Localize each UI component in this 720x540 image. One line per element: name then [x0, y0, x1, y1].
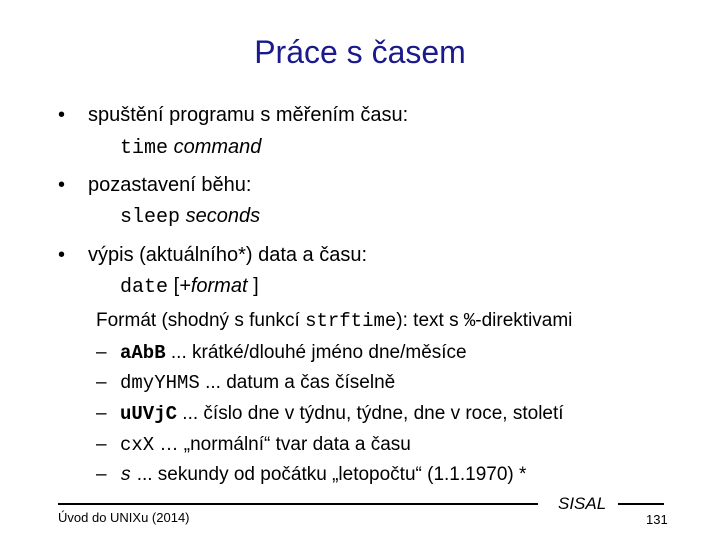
format-suffix: -direktivami — [475, 310, 573, 331]
arg-close-bracket: ] — [253, 275, 259, 297]
bullet-2-text: pozastavení běhu: — [88, 174, 252, 196]
arg-open-bracket: [ — [173, 275, 180, 297]
dash-marker: – — [96, 342, 107, 363]
directive-item — [96, 372, 395, 394]
bullet-dot: • — [58, 244, 66, 266]
directive-code: dmyYHMS — [120, 372, 200, 394]
bullet-dot: • — [58, 174, 66, 196]
dash-marker: – — [96, 464, 107, 485]
command-name: time — [120, 137, 169, 160]
slide-title: Práce s časem — [254, 34, 466, 70]
directive-code: aAbB — [120, 342, 166, 364]
directive-desc: … „normální“ tvar data a času — [159, 434, 411, 455]
bullet-dot: • — [58, 104, 66, 126]
directive-item — [96, 342, 467, 364]
directive-code: cxX — [120, 434, 155, 456]
bullet-3 — [58, 244, 367, 267]
directive-desc: ... sekundy od počátku „letopočtu“ (1.1.1970) * — [136, 464, 527, 485]
directive-desc: ... krátké/dlouhé jméno dne/měsíce — [170, 342, 467, 363]
directive-code: s — [120, 464, 132, 486]
directive-desc: ... číslo dne v týdnu, týdne, dne v roce, století — [182, 403, 564, 424]
format-mid: ): text s — [396, 310, 464, 331]
page-number: 131 — [646, 512, 668, 527]
directive-desc: ... datum a čas číselně — [205, 372, 396, 393]
directive-code: uUVjC — [120, 403, 178, 425]
footer-divider-left — [58, 503, 538, 505]
footer-course: Úvod do UNIXu (2014) — [58, 510, 190, 525]
directive-item — [96, 464, 526, 486]
dash-marker: – — [96, 434, 107, 455]
footer-divider-right — [618, 503, 664, 505]
bullet-2-command — [120, 205, 260, 229]
command-arg: command — [173, 136, 262, 158]
directive-item — [96, 434, 411, 456]
bullet-3-text: výpis (aktuálního*) data a času: — [88, 244, 368, 266]
format-line — [96, 310, 572, 332]
dash-marker: – — [96, 372, 107, 393]
footer-sisal-logo: SISAL — [558, 494, 607, 513]
directive-item — [96, 403, 564, 425]
command-name: sleep — [120, 206, 181, 229]
bullet-1 — [58, 104, 408, 127]
command-arg: +format — [179, 275, 248, 297]
format-pct: % — [463, 310, 476, 332]
bullet-1-command — [120, 136, 261, 160]
bullet-1-text: spuštění programu s měřením času: — [88, 104, 409, 126]
bullet-2 — [58, 174, 251, 197]
format-prefix: Formát (shodný s funkcí — [96, 310, 306, 331]
command-name: date — [120, 276, 169, 299]
bullet-3-command — [120, 275, 259, 299]
command-arg: seconds — [185, 205, 261, 227]
format-func: strftime — [305, 310, 397, 332]
dash-marker: – — [96, 403, 107, 424]
